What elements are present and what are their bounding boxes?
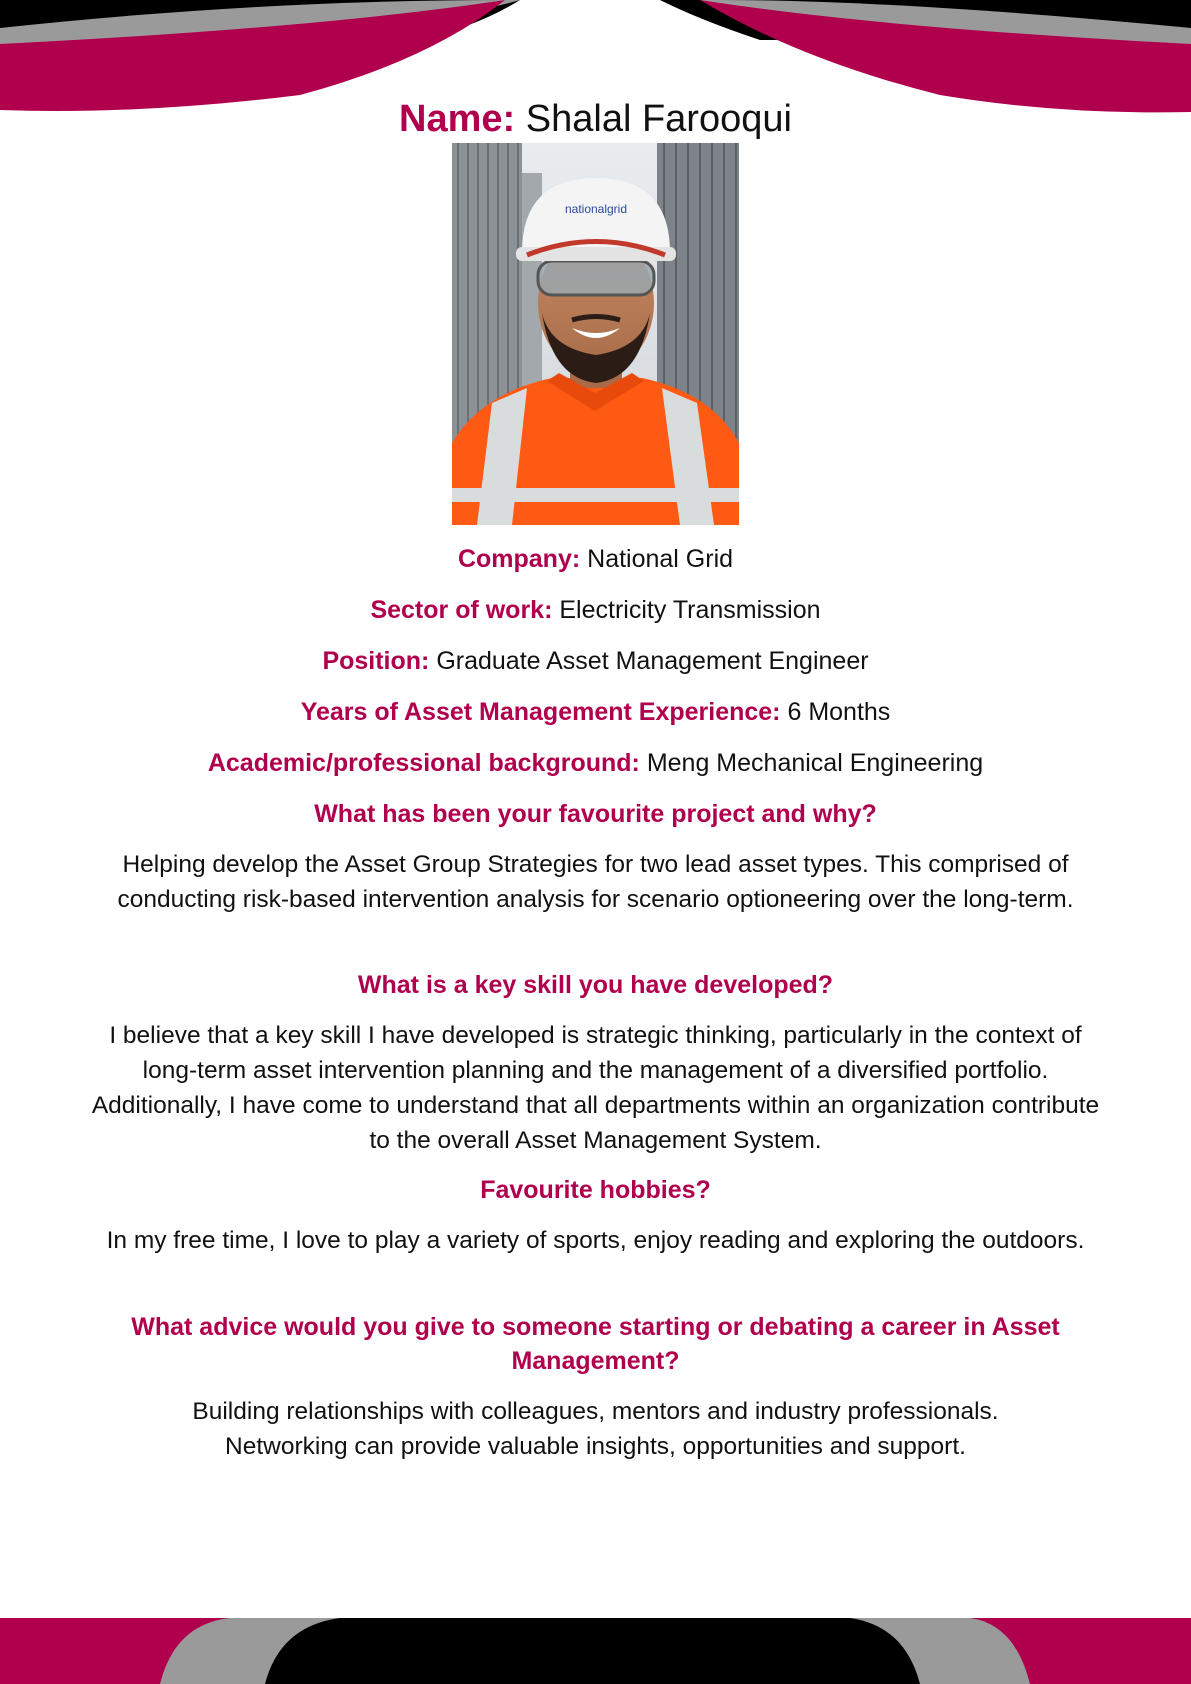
field-background [0, 746, 1191, 797]
qa-hobbies [70, 1173, 1121, 1258]
question: What advice would you give to someone starting or debating a career in Asset Management? [131, 1313, 1060, 1375]
field-label: Academic/professional background: [207, 749, 640, 777]
field-label: Years of Asset Management Experience: [300, 698, 781, 726]
field-label: Company: [457, 545, 581, 573]
field-value: Meng Mechanical Engineering [646, 749, 984, 777]
answer: I believe that a key skill I have developed is strategic thinking, particularly in the context of long-term asset intervention planning and the management of a diversified portfolio. Additionally, I have come to understand that all departments within an organization contribute to the overall Asset Management System. [91, 1022, 1100, 1154]
field-label: Position: [322, 647, 430, 675]
helmet-logo-text: nationalgrid [564, 202, 628, 216]
field-value: Electricity Transmission [559, 596, 821, 624]
field-position [0, 644, 1191, 695]
qa-favourite-project [70, 797, 1121, 917]
field-experience [0, 695, 1191, 746]
field-company [0, 542, 1191, 593]
question: What has been your favourite project and why? [314, 800, 877, 828]
profile-fields [0, 542, 1191, 797]
field-value: Graduate Asset Management Engineer [436, 647, 869, 675]
qa-advice [70, 1310, 1121, 1464]
field-sector [0, 593, 1191, 644]
qa-key-skill [70, 968, 1121, 1158]
name-label: Name: [399, 98, 516, 140]
profile-photo [452, 143, 739, 525]
field-label: Sector of work: [370, 596, 553, 624]
answer: Building relationships with colleagues, mentors and industry professionals. Networking can provide valuable insights, opportunities and support. [192, 1398, 999, 1460]
answer: In my free time, I love to play a variety of sports, enjoy reading and exploring the outdoors. [106, 1227, 1085, 1254]
question: Favourite hobbies? [480, 1176, 711, 1204]
name-value: Shalal Farooqui [525, 98, 792, 140]
answer: Helping develop the Asset Group Strategies for two lead asset types. This comprised of conducting risk-based intervention analysis for scenario optioneering over the long-term. [117, 851, 1074, 913]
question: What is a key skill you have developed? [357, 971, 834, 999]
field-value: National Grid [587, 545, 734, 573]
field-value: 6 Months [787, 698, 891, 726]
bottom-decorative-banner [0, 1604, 1191, 1684]
name-line [0, 96, 1191, 142]
